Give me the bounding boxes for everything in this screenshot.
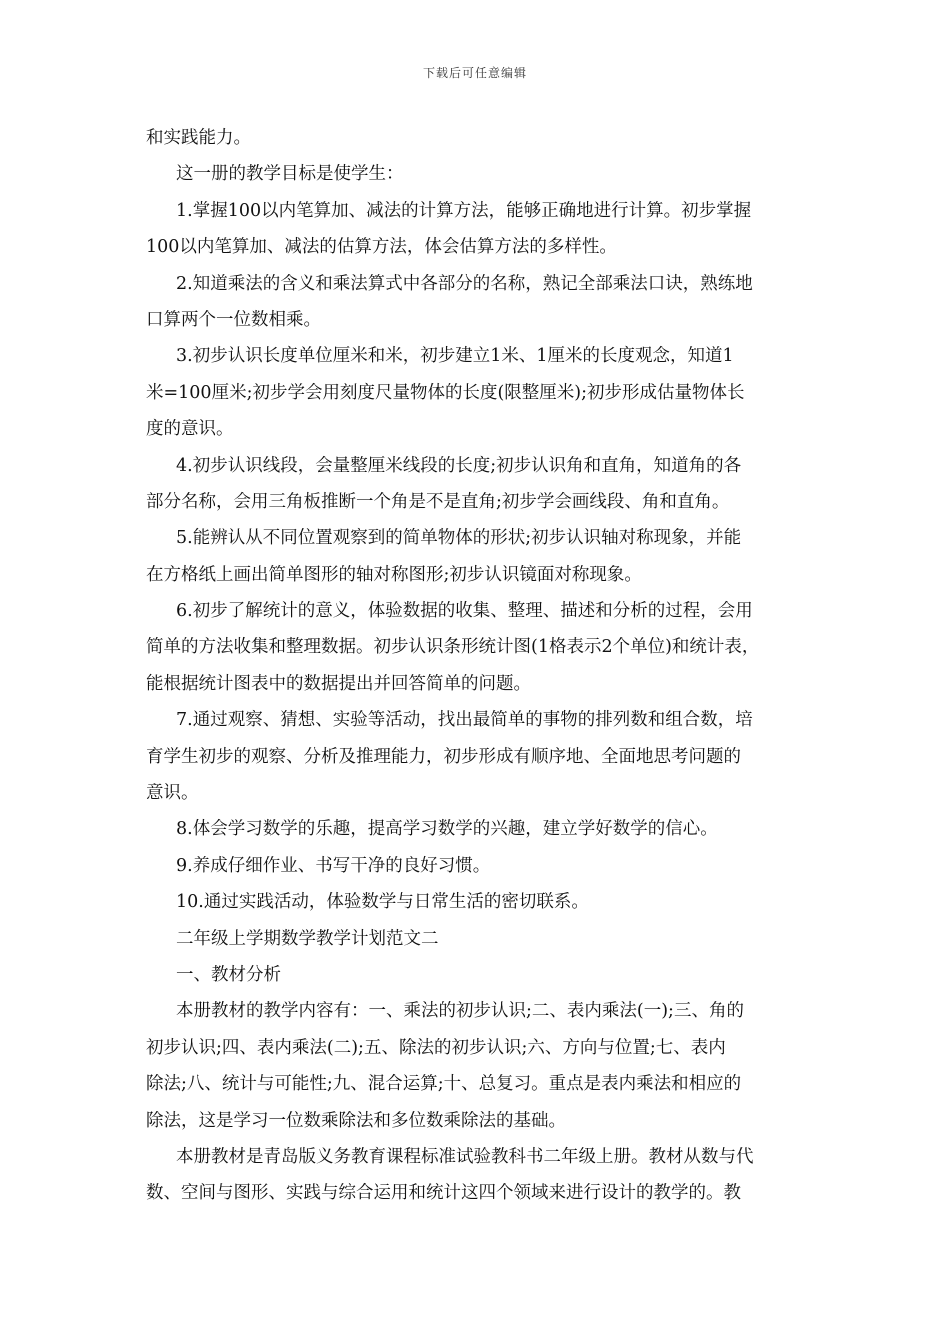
- text-line: 和实践能力。: [146, 128, 251, 148]
- text-line: 100以内笔算加、减法的估算方法，体会估算方法的多样性。: [146, 237, 617, 258]
- text-line: 7.通过观察、猜想、实验等活动，找出最简单的事物的排列数和组合数，培: [176, 710, 753, 731]
- text-line: 8.体会学习数学的乐趣，提高学习数学的兴趣，建立学好数学的信心。: [176, 819, 718, 840]
- text-line: 一、教材分析: [176, 964, 281, 985]
- text-line: 部分名称，会用三角板推断一个角是不是直角;初步学会画线段、角和直角。: [146, 491, 730, 512]
- text-line: 除法;八、统计与可能性;九、混合运算;十、总复习。重点是表内乘法和相应的: [146, 1074, 742, 1095]
- text-line: 9.养成仔细作业、书写干净的良好习惯。: [176, 855, 491, 876]
- page-header: 下载后可任意编辑: [422, 66, 527, 80]
- document-body: [146, 120, 810, 1212]
- text-line: 数、空间与图形、实践与综合运用和统计这四个领域来进行设计的教学的。教: [146, 1183, 741, 1204]
- text-line: 育学生初步的观察、分析及推理能力，初步形成有顺序地、全面地思考问题的: [146, 746, 741, 767]
- text-line: 初步认识;四、表内乘法(二);五、除法的初步认识;六、方向与位置;七、表内: [146, 1037, 726, 1058]
- text-line: 口算两个一位数相乘。: [146, 309, 321, 330]
- text-line: 意识。: [146, 783, 199, 804]
- text-line: 简单的方法收集和整理数据。初步认识条形统计图(1格表示2个单位)和统计表，: [146, 637, 760, 658]
- text-line: 能根据统计图表中的数据提出并回答简单的问题。: [146, 673, 531, 694]
- text-line: 5.能辨认从不同位置观察到的简单物体的形状;初步认识轴对称现象，并能: [176, 528, 742, 549]
- text-line: 4.初步认识线段，会量整厘米线段的长度;初步认识角和直角，知道角的各: [176, 455, 742, 476]
- text-line: 除法，这是学习一位数乘除法和多位数乘除法的基础。: [146, 1110, 566, 1131]
- text-line: 10.通过实践活动，体验数学与日常生活的密切联系。: [176, 892, 589, 913]
- text-line: 1.掌握100以内笔算加、减法的计算方法，能够正确地进行计算。初步掌握: [176, 200, 752, 221]
- text-line: 3.初步认识长度单位厘米和米，初步建立1米、1厘米的长度观念，知道1: [176, 346, 734, 367]
- text-line: 本册教材的教学内容有：一、乘法的初步认识;二、表内乘法(一);三、角的: [176, 1001, 744, 1022]
- text-line: 6.初步了解统计的意义，体验数据的收集、整理、描述和分析的过程，会用: [176, 601, 753, 622]
- text-line: 2.知道乘法的含义和乘法算式中各部分的名称，熟记全部乘法口诀，熟练地: [176, 273, 753, 294]
- text-line: 本册教材是青岛版义务教育课程标准试验教科书二年级上册。教材从数与代: [176, 1146, 754, 1167]
- text-line: 度的意识。: [146, 419, 234, 440]
- text-line: 在方格纸上画出简单图形的轴对称图形;初步认识镜面对称现象。: [146, 564, 642, 585]
- text-line: 二年级上学期数学教学计划范文二: [176, 928, 439, 949]
- text-line: 米=100厘米;初步学会用刻度尺量物体的长度(限整厘米);初步形成估量物体长: [146, 382, 745, 403]
- text-line: 这一册的教学目标是使学生：: [176, 164, 404, 185]
